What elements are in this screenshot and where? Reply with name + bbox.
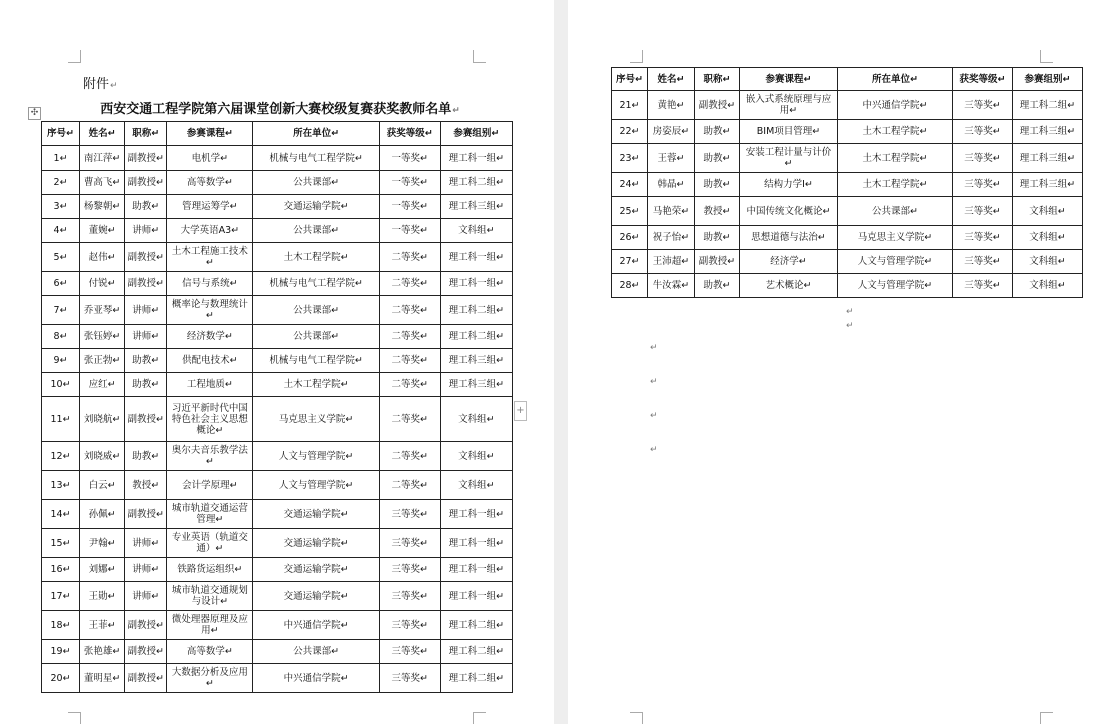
table-row: [42, 296, 513, 325]
cell-number: 2↵: [42, 171, 80, 195]
cell-award: 二等奖↵: [379, 397, 440, 442]
cell-number: 14↵: [42, 500, 80, 529]
cell-title: 讲师↵: [125, 219, 167, 243]
cell-name: 马艳荣↵: [648, 197, 695, 226]
cell-name: 应红↵: [80, 373, 125, 397]
cell-course: 习近平新时代中国特色社会主义思想概论↵: [167, 397, 253, 442]
cell-award: 二等奖↵: [379, 325, 440, 349]
cell-unit: 土木工程学院↵: [253, 243, 379, 272]
table-row: [42, 529, 513, 558]
cell-unit: 机械与电气工程学院↵: [253, 272, 379, 296]
cell-award: 三等奖↵: [953, 226, 1013, 250]
cell-number: 8↵: [42, 325, 80, 349]
cell-unit: 交通运输学院↵: [253, 582, 379, 611]
table-row: [42, 664, 513, 693]
cell-award: 三等奖↵: [953, 197, 1013, 226]
cell-unit: 交通运输学院↵: [253, 558, 379, 582]
cell-title: 助教↵: [695, 173, 740, 197]
cell-group: 理工科三组↵: [440, 195, 512, 219]
cell-unit: 中兴通信学院↵: [838, 91, 953, 120]
column-header: 获奖等级↵: [379, 122, 440, 146]
page-corner-mark: [630, 712, 643, 724]
cell-unit: 机械与电气工程学院↵: [253, 349, 379, 373]
column-header: 所在单位↵: [838, 68, 953, 91]
cell-name: 曹高飞↵: [80, 171, 125, 195]
cell-name: 刘晓航↵: [80, 397, 125, 442]
cell-group: 理工科二组↵: [440, 664, 512, 693]
cell-group: 理工科二组↵: [440, 611, 512, 640]
paragraph-mark: ↵: [846, 307, 854, 317]
cell-title: 副教授↵: [695, 250, 740, 274]
cell-number: 15↵: [42, 529, 80, 558]
cell-award: 二等奖↵: [379, 349, 440, 373]
cell-number: 13↵: [42, 471, 80, 500]
cell-course: 城市轨道交通运营管理↵: [167, 500, 253, 529]
cell-award: 一等奖↵: [379, 195, 440, 219]
cell-group: 理工科二组↵: [440, 171, 512, 195]
cell-name: 刘娜↵: [80, 558, 125, 582]
paragraph-mark: ↵: [650, 445, 658, 455]
cell-number: 26↵: [612, 226, 648, 250]
cell-course: 管理运筹学↵: [167, 195, 253, 219]
cell-number: 16↵: [42, 558, 80, 582]
table-row: [612, 91, 1083, 120]
cell-title: 副教授↵: [125, 611, 167, 640]
cell-title: 助教↵: [695, 274, 740, 298]
cell-title: 讲师↵: [125, 296, 167, 325]
cell-group: 理工科三组↵: [1013, 173, 1083, 197]
document-page-1: [0, 0, 554, 724]
table-row: [42, 243, 513, 272]
cell-unit: 马克思主义学院↵: [838, 226, 953, 250]
cell-course: 奥尔夫音乐教学法↵: [167, 442, 253, 471]
cell-group: 理工科一组↵: [440, 558, 512, 582]
cell-course: 嵌入式系统原理与应用↵: [740, 91, 838, 120]
column-header: 参赛课程↵: [167, 122, 253, 146]
table-row: [42, 171, 513, 195]
document-title: 西安交通工程学院第六届课堂创新大赛校级复赛获奖教师名单↵: [100, 102, 460, 117]
cell-course: 微处理器原理及应用↵: [167, 611, 253, 640]
table-row: [42, 397, 513, 442]
page-corner-mark: [68, 712, 81, 724]
paragraph-mark: ↵: [650, 411, 658, 421]
cell-number: 10↵: [42, 373, 80, 397]
document-page-2: [568, 0, 1110, 724]
cell-group: 理工科一组↵: [440, 272, 512, 296]
table-row: [42, 558, 513, 582]
cell-group: 理工科二组↵: [440, 296, 512, 325]
cell-title: 副教授↵: [125, 272, 167, 296]
cell-title: 讲师↵: [125, 529, 167, 558]
cell-unit: 交通运输学院↵: [253, 500, 379, 529]
column-header: 参赛组别↵: [1013, 68, 1083, 91]
cell-title: 助教↵: [125, 349, 167, 373]
cell-name: 黄艳↵: [648, 91, 695, 120]
cell-title: 副教授↵: [125, 146, 167, 171]
cell-number: 3↵: [42, 195, 80, 219]
cell-course: 大数据分析及应用↵: [167, 664, 253, 693]
cell-award: 三等奖↵: [953, 120, 1013, 144]
cell-number: 11↵: [42, 397, 80, 442]
cell-name: 董明星↵: [80, 664, 125, 693]
cell-award: 一等奖↵: [379, 219, 440, 243]
cell-award: 二等奖↵: [379, 296, 440, 325]
cell-name: 王沛超↵: [648, 250, 695, 274]
cell-group: 文科组↵: [440, 442, 512, 471]
table-row: [42, 611, 513, 640]
cell-unit: 人文与管理学院↵: [253, 471, 379, 500]
cell-course: 概率论与数理统计↵: [167, 296, 253, 325]
cell-title: 助教↵: [695, 120, 740, 144]
table-row: [612, 250, 1083, 274]
attachment-label: 附件↵: [83, 77, 118, 92]
add-column-button[interactable]: +: [514, 401, 527, 421]
cell-name: 孙佩↵: [80, 500, 125, 529]
cell-award: 三等奖↵: [953, 250, 1013, 274]
cell-course: 电机学↵: [167, 146, 253, 171]
cell-name: 韩晶↵: [648, 173, 695, 197]
cell-number: 28↵: [612, 274, 648, 298]
cell-award: 三等奖↵: [379, 611, 440, 640]
cell-group: 理工科一组↵: [440, 243, 512, 272]
cell-course: 结构力学Ⅰ↵: [740, 173, 838, 197]
cell-name: 房姿辰↵: [648, 120, 695, 144]
cell-unit: 交通运输学院↵: [253, 195, 379, 219]
cell-name: 祝子怡↵: [648, 226, 695, 250]
page-corner-mark: [1040, 50, 1053, 63]
cell-name: 董婉↵: [80, 219, 125, 243]
cell-unit: 土木工程学院↵: [838, 144, 953, 173]
table-row: [42, 471, 513, 500]
cell-award: 二等奖↵: [379, 442, 440, 471]
cell-award: 二等奖↵: [379, 373, 440, 397]
page-corner-mark: [1040, 712, 1053, 724]
cell-name: 张正勃↵: [80, 349, 125, 373]
cell-unit: 公共课部↵: [253, 171, 379, 195]
column-header: 职称↵: [125, 122, 167, 146]
cell-course: 铁路货运组织↵: [167, 558, 253, 582]
table-row: [42, 640, 513, 664]
cell-unit: 土木工程学院↵: [253, 373, 379, 397]
cell-title: 讲师↵: [125, 325, 167, 349]
cell-unit: 公共课部↵: [253, 296, 379, 325]
cell-group: 理工科一组↵: [440, 529, 512, 558]
cell-course: 高等数学↵: [167, 640, 253, 664]
cell-unit: 公共课部↵: [253, 640, 379, 664]
cell-unit: 马克思主义学院↵: [253, 397, 379, 442]
table-row: [42, 146, 513, 171]
cell-course: 艺术概论↵: [740, 274, 838, 298]
cell-unit: 土木工程学院↵: [838, 173, 953, 197]
cell-course: 高等数学↵: [167, 171, 253, 195]
cell-group: 理工科一组↵: [440, 582, 512, 611]
cell-group: 理工科二组↵: [440, 325, 512, 349]
cell-title: 副教授↵: [125, 243, 167, 272]
cell-title: 助教↵: [125, 373, 167, 397]
table-row: [42, 195, 513, 219]
table-row: [42, 442, 513, 471]
cell-group: 理工科二组↵: [440, 640, 512, 664]
cell-title: 助教↵: [125, 195, 167, 219]
page-corner-mark: [68, 50, 81, 63]
cell-number: 25↵: [612, 197, 648, 226]
cell-course: 专业英语（轨道交通）↵: [167, 529, 253, 558]
cell-award: 三等奖↵: [379, 664, 440, 693]
cell-group: 文科组↵: [1013, 197, 1083, 226]
table-row: [612, 197, 1083, 226]
cell-number: 22↵: [612, 120, 648, 144]
cell-unit: 机械与电气工程学院↵: [253, 146, 379, 171]
cell-course: 工程地质↵: [167, 373, 253, 397]
cell-group: 理工科一组↵: [440, 146, 512, 171]
cell-course: 经济学↵: [740, 250, 838, 274]
table-move-handle-icon[interactable]: ✣: [28, 107, 41, 120]
cell-unit: 公共课部↵: [253, 219, 379, 243]
cell-name: 王菲↵: [80, 611, 125, 640]
cell-unit: 土木工程学院↵: [838, 120, 953, 144]
cell-course: 思想道德与法治↵: [740, 226, 838, 250]
cell-course: 供配电技术↵: [167, 349, 253, 373]
column-header: 所在单位↵: [253, 122, 379, 146]
cell-name: 南江萍↵: [80, 146, 125, 171]
paragraph-mark: ↵: [650, 377, 658, 387]
cell-number: 24↵: [612, 173, 648, 197]
cell-title: 副教授↵: [125, 664, 167, 693]
cell-number: 5↵: [42, 243, 80, 272]
cell-name: 付锐↵: [80, 272, 125, 296]
table-row: [612, 120, 1083, 144]
cell-title: 副教授↵: [125, 500, 167, 529]
paragraph-mark: ↵: [650, 343, 658, 353]
cell-award: 一等奖↵: [379, 146, 440, 171]
column-header: 序号↵: [42, 122, 80, 146]
cell-title: 教授↵: [695, 197, 740, 226]
cell-number: 19↵: [42, 640, 80, 664]
cell-name: 张钰婷↵: [80, 325, 125, 349]
cell-name: 白云↵: [80, 471, 125, 500]
cell-name: 王蓉↵: [648, 144, 695, 173]
column-header: 姓名↵: [648, 68, 695, 91]
cell-number: 12↵: [42, 442, 80, 471]
cell-unit: 人文与管理学院↵: [838, 274, 953, 298]
cell-group: 文科组↵: [440, 471, 512, 500]
cell-group: 理工科三组↵: [440, 349, 512, 373]
column-header: 参赛组别↵: [440, 122, 512, 146]
cell-title: 教授↵: [125, 471, 167, 500]
cell-number: 1↵: [42, 146, 80, 171]
table-row: [42, 272, 513, 296]
cell-number: 17↵: [42, 582, 80, 611]
cell-number: 9↵: [42, 349, 80, 373]
cell-unit: 公共课部↵: [838, 197, 953, 226]
cell-group: 文科组↵: [1013, 250, 1083, 274]
cell-number: 18↵: [42, 611, 80, 640]
cell-name: 张艳雄↵: [80, 640, 125, 664]
cell-course: 大学英语A3↵: [167, 219, 253, 243]
table-row: [612, 144, 1083, 173]
cell-number: 23↵: [612, 144, 648, 173]
table-row: [42, 219, 513, 243]
cell-unit: 人文与管理学院↵: [838, 250, 953, 274]
table-row: [42, 325, 513, 349]
cell-award: 三等奖↵: [379, 640, 440, 664]
cell-title: 副教授↵: [125, 397, 167, 442]
cell-title: 讲师↵: [125, 558, 167, 582]
cell-group: 理工科一组↵: [440, 500, 512, 529]
awards-table-page-2: [611, 67, 1083, 298]
cell-title: 助教↵: [125, 442, 167, 471]
page-corner-mark: [630, 50, 643, 63]
cell-name: 牛汝霖↵: [648, 274, 695, 298]
cell-course: 城市轨道交通规划与设计↵: [167, 582, 253, 611]
table-row: [42, 582, 513, 611]
column-header: 姓名↵: [80, 122, 125, 146]
cell-award: 三等奖↵: [379, 529, 440, 558]
cell-title: 助教↵: [695, 144, 740, 173]
cell-name: 刘晓威↵: [80, 442, 125, 471]
table-header-row: [612, 68, 1083, 91]
page-corner-mark: [473, 50, 486, 63]
cell-name: 尹翰↵: [80, 529, 125, 558]
cell-award: 二等奖↵: [379, 243, 440, 272]
cell-number: 4↵: [42, 219, 80, 243]
cell-course: 经济数学↵: [167, 325, 253, 349]
cell-course: 中国传统文化概论↵: [740, 197, 838, 226]
cell-number: 27↵: [612, 250, 648, 274]
page-corner-mark: [473, 712, 486, 724]
cell-award: 二等奖↵: [379, 272, 440, 296]
cell-course: BIM项目管理↵: [740, 120, 838, 144]
cell-award: 三等奖↵: [379, 558, 440, 582]
table-row: [42, 349, 513, 373]
cell-number: 21↵: [612, 91, 648, 120]
cell-award: 三等奖↵: [953, 274, 1013, 298]
cell-award: 一等奖↵: [379, 171, 440, 195]
cell-group: 文科组↵: [1013, 274, 1083, 298]
paragraph-mark: ↵: [846, 321, 854, 331]
cell-award: 二等奖↵: [379, 471, 440, 500]
cell-number: 20↵: [42, 664, 80, 693]
cell-award: 三等奖↵: [953, 173, 1013, 197]
cell-title: 副教授↵: [125, 171, 167, 195]
cell-unit: 中兴通信学院↵: [253, 611, 379, 640]
cell-course: 信号与系统↵: [167, 272, 253, 296]
table-row: [42, 373, 513, 397]
awards-table-page-1: [41, 121, 513, 693]
cell-title: 副教授↵: [125, 640, 167, 664]
cell-unit: 人文与管理学院↵: [253, 442, 379, 471]
cell-title: 助教↵: [695, 226, 740, 250]
cell-unit: 公共课部↵: [253, 325, 379, 349]
cell-group: 文科组↵: [440, 219, 512, 243]
cell-name: 王勋↵: [80, 582, 125, 611]
table-header-row: [42, 122, 513, 146]
column-header: 获奖等级↵: [953, 68, 1013, 91]
cell-group: 理工科三组↵: [1013, 120, 1083, 144]
cell-award: 三等奖↵: [953, 144, 1013, 173]
cell-title: 讲师↵: [125, 582, 167, 611]
cell-course: 土木工程施工技术↵: [167, 243, 253, 272]
table-row: [612, 226, 1083, 250]
table-row: [42, 500, 513, 529]
cell-award: 三等奖↵: [953, 91, 1013, 120]
cell-award: 三等奖↵: [379, 500, 440, 529]
cell-award: 三等奖↵: [379, 582, 440, 611]
cell-name: 赵伟↵: [80, 243, 125, 272]
cell-group: 文科组↵: [440, 397, 512, 442]
cell-name: 杨黎朝↵: [80, 195, 125, 219]
cell-group: 理工科三组↵: [1013, 144, 1083, 173]
cell-title: 副教授↵: [695, 91, 740, 120]
cell-group: 理工科三组↵: [440, 373, 512, 397]
cell-unit: 交通运输学院↵: [253, 529, 379, 558]
cell-number: 6↵: [42, 272, 80, 296]
table-row: [612, 274, 1083, 298]
cell-name: 乔亚琴↵: [80, 296, 125, 325]
cell-course: 会计学原理↵: [167, 471, 253, 500]
column-header: 序号↵: [612, 68, 648, 91]
cell-course: 安装工程计量与计价↵: [740, 144, 838, 173]
cell-unit: 中兴通信学院↵: [253, 664, 379, 693]
cell-group: 理工科二组↵: [1013, 91, 1083, 120]
column-header: 职称↵: [695, 68, 740, 91]
cell-number: 7↵: [42, 296, 80, 325]
table-row: [612, 173, 1083, 197]
column-header: 参赛课程↵: [740, 68, 838, 91]
cell-group: 文科组↵: [1013, 226, 1083, 250]
